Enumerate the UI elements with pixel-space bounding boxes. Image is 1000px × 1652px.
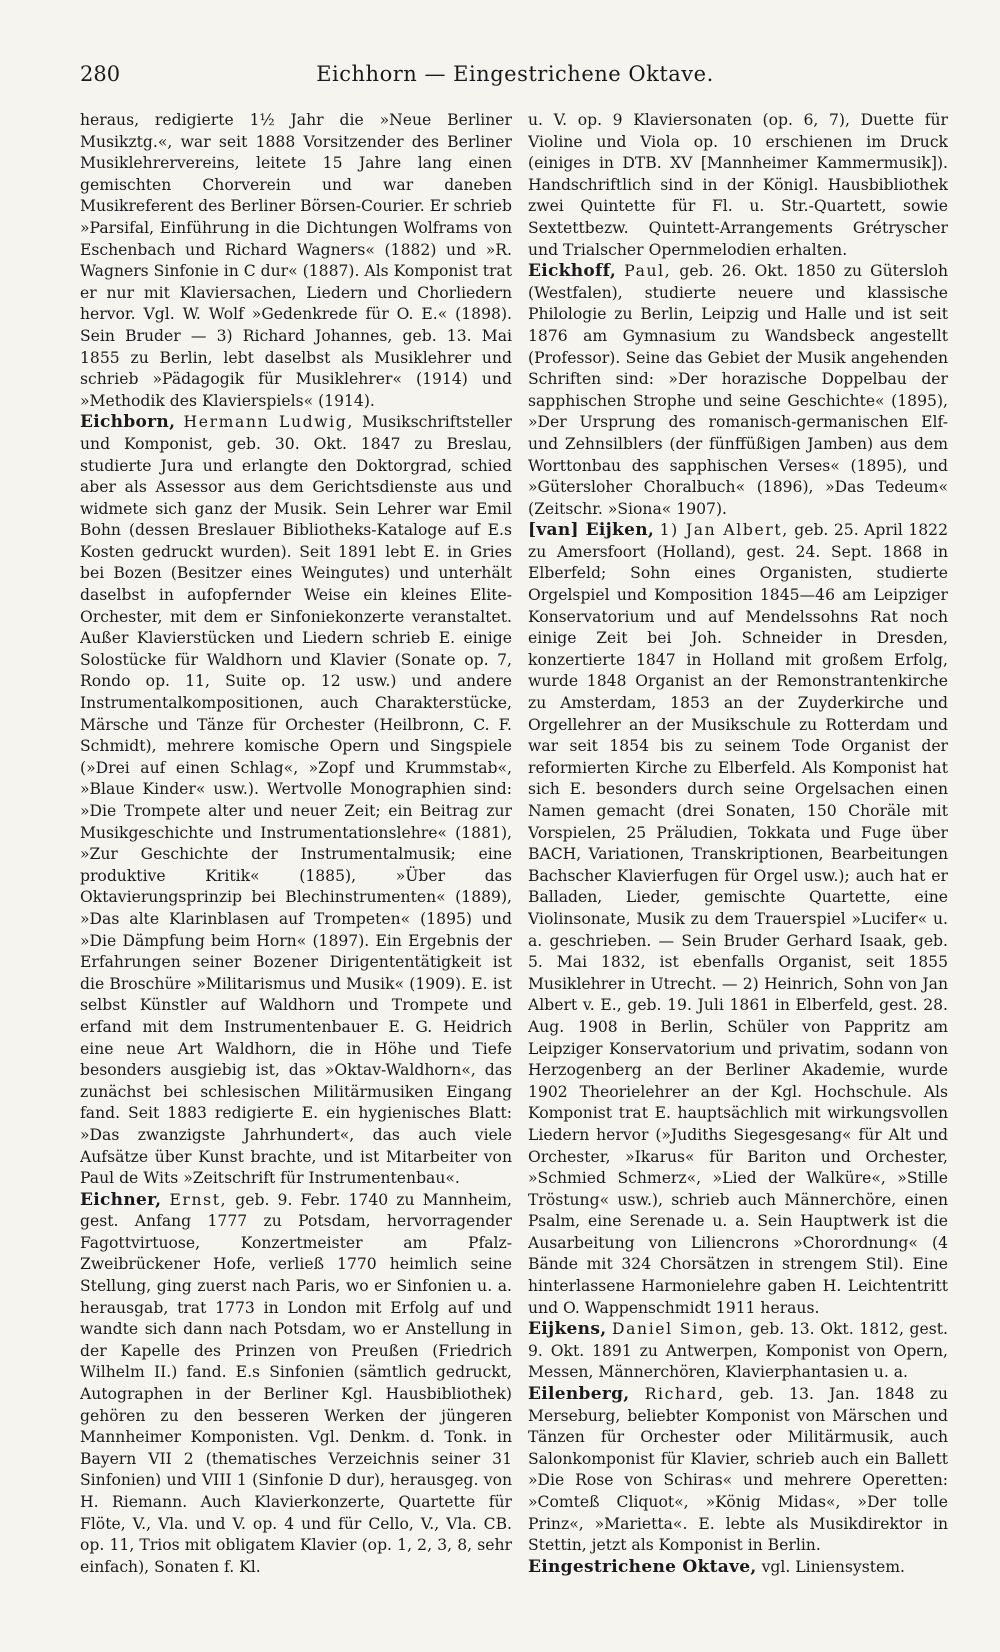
entry-keyword: Eingestrichene Oktave, bbox=[528, 1556, 757, 1577]
entry-eingestrichene-oktave bbox=[528, 1557, 948, 1579]
entry-eijkens bbox=[528, 1319, 948, 1384]
entry-text: geb. 9. Febr. 1740 zu Mannheim, gest. Anfang 1777 zu Potsdam, hervorragender Fagottvirtuose, Konzertmeister am Pfalz-Zweibrückener Hofe, verließ 1770 heimlich seine Stellung, ging zuerst nach Paris, wo er Sinfonien u. a. herausgab, trat 1773 in London mit Erfolg auf und wandte sich dann nach Potsdam, wo er Anstellung in der Kapelle des Prinzen von Preußen (Friedrich Wilhelm II.) fand. E.s Sinfonien (sämtlich gedruckt, Autographen in der Berliner Kgl. Hausbibliothek) gehören zu den besseren Werken der jüngeren Mannheimer Komponisten. Vgl. Denkm. d. Tonk. in Bayern VII 2 (thematisches Verzeichnis seiner 31 Sinfonien) und VIII 1 (Sinfonie D dur), herausgeg. von H. Riemann. Auch Klavierkonzerte, Quartette für Flöte, V., Vla. und V. op. 4 und für Cello, V., Vla. CB. op. 11, Trios mit obligatem Klavier (op. 1, 2, 3, 8, sehr einfach), Sonaten f. Kl. bbox=[80, 1190, 512, 1576]
entry-text: geb. 13. Okt. 1812, gest. 9. Okt. 1891 zu Antwerpen, Komponist von Opern, Messen, Männerchören, Klavierphantasien u. a. bbox=[528, 1320, 948, 1382]
entry-continuation bbox=[528, 110, 948, 261]
entry-name: Ernst, bbox=[169, 1190, 228, 1209]
entry-name: Richard, bbox=[644, 1385, 725, 1404]
entry-text: geb. 25. April 1822 zu Amersfoort (Holland), gest. 24. Sept. 1868 in Elberfeld; Sohn eines Organisten, studierte Orgelspiel und Komposition 1845—46 am Leipziger Konservatorium und auf Mendelssohns Rat noch einige Zeit bei Joh. Schneider in Dresden, konzertierte 1847 in Holland mit großem Erfolg, wurde 1848 Organist an der Remonstrantenkirche zu Amsterdam, 1853 an der Zuyderkirche und Orgellehrer an der Musikschule zu Rotterdam und war seit 1854 bis zu seinem Tode Organist der reformierten Kirche zu Elberfeld. Als Komponist hat sich E. besonders durch seine Orgelsachen einen Namen gemacht (drei Sonaten, 150 Choräle mit Vorspielen, 25 Präludien, Tokkata und Fuge über BACH, Variationen, Transkriptionen, Bearbeitungen Bachscher Klavierfugen für Orgel usw.); auch hat er Balladen, Lieder, gemischte Quartette, eine Violinsonate, Musik zu dem Trauerspiel »Lucifer« u. a. geschrieben. — Sein Bruder Gerhard Isaak, geb. 5. Mai 1832, ist ebenfalls Organist, seit 1855 Musiklehrer in Utrecht. — 2) Heinrich, Sohn von Jan Albert v. E., geb. 19. Juli 1861 in Elberfeld, gest. 28. Aug. 1908 in Berlin, Schüler von Pappritz am Leipziger Konservatorium und privatim, sodann von Herzogenberg an der Berliner Akademie, wurde 1902 Theorielehrer an der Kgl. Hochschule. Als Komponist trat E. hauptsächlich mit wirkungsvollen Liedern hervor (»Judiths Siegesgesang« für Alt und Orchester, »Ikarus« für Bariton und Orchester, »Schmied Schmerz«, »Lied der Walküre«, »Stille Tröstung« usw.), schrieb auch Männerchöre, einen Psalm, eine Serenade u. a. Sein Hauptwerk ist die Ausarbeitung von Liliencrons »Chorordnung« (4 Bände mit 324 Chorsätzen in strengem Stil). Eine hinterlassene Harmonielehre gaben H. Leichtentritt und O. Wappenschmidt 1911 heraus. bbox=[528, 521, 948, 1317]
left-column bbox=[80, 110, 512, 1630]
entry-continuation bbox=[80, 110, 512, 412]
page-header bbox=[80, 62, 950, 96]
entry-text: Musikschriftsteller und Komponist, geb. 30. Okt. 1847 zu Breslau, studierte Jura und erlangte den Doktorgrad, schied aber als Assessor aus dem Gerichtsdienste aus und widmete sich ganz der Musik. Sein Lehrer war Emil Bohn (dessen Breslauer Bibliotheks-Kataloge auf E.s Kosten gedruckt wurden). Seit 1891 lebt E. in Gries bei Bozen (Besitzer eines Weingutes) und unterhält daselbst in aufopfernder Weise ein kleines Elite-Orchester, mit dem er Sinfoniekonzerte veranstaltet. Außer Klavierstücken und Liedern schrieb E. einige Solostücke für Waldhorn und Klavier (Sonate op. 7, Rondo op. 11, Suite op. 12 usw.) und andere Instrumentalkompositionen, auch Charakterstücke, Märsche und Tänze für Orchester (Heilbronn, C. F. Schmidt), mehrere komische Opern und Singspiele (»Drei auf einen Schlag«, »Zopf und Krummstab«, »Blaue Kinder« usw.). Wertvolle Monographien sind: »Die Trompete alter und neuer Zeit; ein Beitrag zur Musikgeschichte und Instrumentationslehre« (1881), »Zur Geschichte der Instrumentalmusik; eine produktive Kritik« (1885), »Über das Oktavierungsprinzip bei Blechinstrumenten« (1889), »Das alte Klarinblasen auf Trompeten« (1895) und »Die Dämpfung beim Horn« (1897). Ein Ergebnis der Erfahrungen seiner Bozener Dirigententätigkeit ist die Broschüre »Militarismus und Musik« (1909). E. ist selbst Künstler auf Waldhorn und Trompete und erfand mit dem Instrumentenbauer E. G. Heidrich eine neue Art Waldhorn, die in Höhe und Tiefe besonders ausgiebig ist, das »Oktav-Waldhorn«, das zunächst bei schlesischen Militärmusiken Eingang fand. Seit 1883 redigierte E. ein hygienisches Blatt: »Das zwanzigste Jahrhundert«, das auch viele Aufsätze über Kunst brachte, und ist Mitarbeiter von Paul de Wits »Zeitschrift für Instrumentenbau«. bbox=[80, 413, 512, 1188]
entry-name: Hermann Ludwig, bbox=[183, 413, 354, 432]
entry-keyword: Eichner, bbox=[80, 1189, 162, 1210]
entry-name: Paul, bbox=[624, 262, 672, 281]
entry-eilenberg bbox=[528, 1384, 948, 1557]
entry-eichner bbox=[80, 1190, 512, 1579]
right-column bbox=[528, 110, 948, 1630]
entry-eichborn bbox=[80, 412, 512, 1189]
entry-keyword: Eickhoff, bbox=[528, 261, 617, 282]
running-head: Eichhorn — Eingestrichene Oktave. bbox=[316, 62, 714, 86]
entry-keyword: Eijkens, bbox=[528, 1319, 607, 1340]
entry-keyword: Eilenberg, bbox=[528, 1384, 630, 1405]
entry-eickhoff bbox=[528, 261, 948, 520]
entry-text: geb. 26. Okt. 1850 zu Gütersloh (Westfalen), studierte neuere und klassische Philologie zu Berlin, Leipzig und Halle und ist seit 1876 am Gymnasium zu Wandsbeck angestellt (Professor). Seine das Gebiet der Musik angehenden Schriften sind: »Der horazische Doppelbau der sapphischen Strophe und seine Geschichte« (1895), »Der Ursprung des romanisch-germanischen Elf- und Zehnsilblers (der fünffüßigen Jamben) aus dem Worttonbau des sapphischen Verses« (1895), und »Gütersloher Choralbuch« (1896), »Das Tedeum« (Zeitschr. »Siona« 1907). bbox=[528, 262, 948, 518]
entry-text: u. V. op. 9 Klaviersonaten (op. 6, 7), Duette für Violine und Viola op. 10 erschienen im Druck (einiges in DTB. XV [Mannheimer Kammermusik]). Handschriftlich sind in der Königl. Hausbibliothek zwei Quintette für Fl. u. Str.-Quartett, sowie Sextettbezw. Quintett-Arrangements Grétryscher und Trialscher Opernmelodien erhalten. bbox=[528, 111, 948, 259]
entry-keyword: Eichborn, bbox=[80, 412, 176, 433]
entry-keyword: [van] Eijken, bbox=[528, 520, 655, 541]
entry-text: geb. 13. Jan. 1848 zu Merseburg, beliebter Komponist von Märschen und Tänzen für Orchester oder Militärmusik, auch Salonkomponist für Klavier, schrieb auch ein Ballett »Die Rose von Schiras« und mehrere Operetten: »Comteß Cliquot«, »König Midas«, »Der tolle Prinz«, »Marietta«. E. lebte als Musikdirektor in Stettin, jetzt als Komponist in Berlin. bbox=[528, 1385, 948, 1555]
entry-text: heraus, redigierte 1½ Jahr die »Neue Berliner Musikztg.«, war seit 1888 Vorsitzender des Berliner Musiklehrervereins, leitete 15 Jahre lang einen gemischten Chorverein und war daneben Musikreferent des Berliner Börsen-Courier. Er schrieb »Parsifal, Einführung in die Dichtungen Wolframs von Eschenbach und Richard Wagners« (1882) und »R. Wagners Sinfonie in C dur« (1887). Als Komponist trat er nur mit Klaviersachen, Liedern und Chorliedern hervor. Vgl. W. Wolf »Gedenkrede für O. E.« (1898). Sein Bruder — 3) Richard Johannes, geb. 13. Mai 1855 zu Berlin, lebt daselbst als Musiklehrer und schrieb »Pädagogik für Musiklehrer« (1914) und »Methodik des Klavierspiels« (1914). bbox=[80, 111, 512, 410]
entry-text: vgl. Liniensystem. bbox=[756, 1557, 905, 1576]
page-number: 280 bbox=[80, 62, 121, 86]
entry-name: Daniel Simon, bbox=[612, 1320, 745, 1339]
entry-eijken bbox=[528, 520, 948, 1319]
entry-name: 1) Jan Albert, bbox=[659, 521, 789, 540]
